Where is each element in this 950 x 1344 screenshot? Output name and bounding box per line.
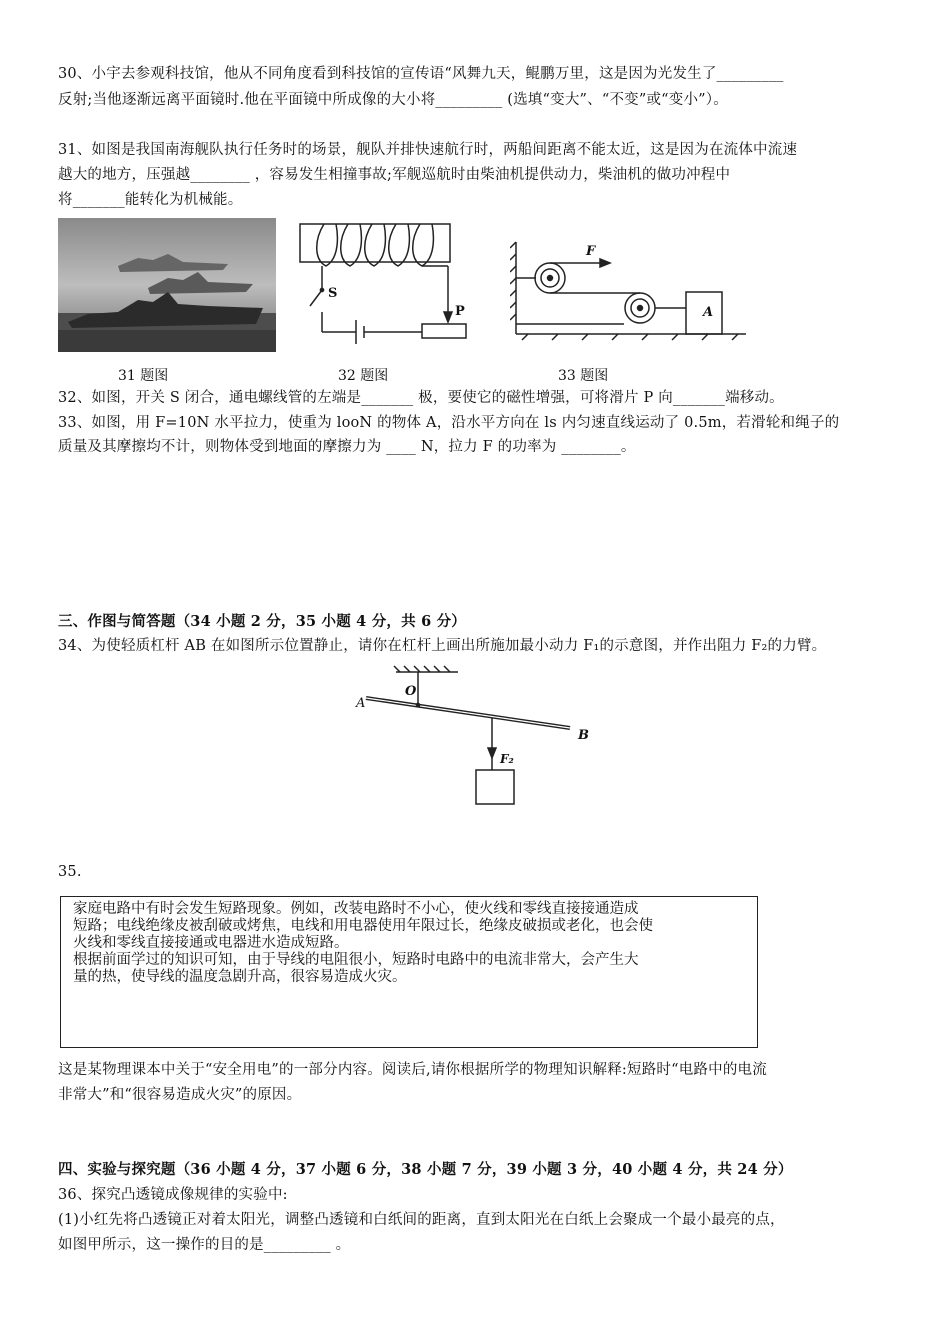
- label-A: A: [703, 305, 714, 320]
- caption-31: 31 题图: [118, 368, 169, 384]
- excerpt-line-3: 火线和零线直接接通或电器进水造成短路。: [73, 935, 349, 951]
- caption-32: 32 题图: [338, 368, 389, 384]
- excerpt-line-5: 量的热，使导线的温度急剧升高，很容易造成火灾。: [73, 969, 407, 985]
- q35-line1: 这是某物理课本中关于“安全用电”的一部分内容。阅读后,请你根据所学的物理知识解释:短路时“电路中的电流: [58, 1062, 767, 1078]
- solenoid-circuit-diagram: [296, 220, 476, 350]
- q36-part1-line1: (1)小红先将凸透镜正对着太阳光，调整凸透镜和白纸间的距离，直到太阳光在白纸上会聚成一个最小最亮的点，: [58, 1212, 785, 1228]
- warship-photo: [58, 218, 276, 352]
- label-S: S: [328, 286, 338, 301]
- section3-heading: 三、作图与简答题（34 小题 2 分，35 小题 4 分，共 6 分）: [58, 613, 467, 630]
- q30-line1: 30、小宇去参观科技馆，他从不同角度看到科技馆的宣传语“风舞九天，鲲鹏万里，这是因为光发生了_________: [58, 66, 784, 82]
- section4-heading: 四、实验与探究题（36 小题 4 分，37 小题 6 分，38 小题 7 分，39 小题 3 分，40 小题 4 分，共 24 分）: [58, 1161, 793, 1178]
- caption-33: 33 题图: [558, 368, 609, 384]
- excerpt-line-4: 根据前面学过的知识可知，由于导线的电阻很小，短路时电路中的电流非常大，会产生大: [73, 952, 639, 968]
- q33-line1: 33、如图，用 F=10N 水平拉力，使重为 looN 的物体 A，沿水平方向在 ls 内匀速直线运动了 0.5m，若滑轮和绳子的: [58, 415, 840, 431]
- q30-line2: 反射;当他逐渐远离平面镜时.他在平面镜中所成像的大小将_________ (选填“变大”、“不变”或“变小”）。: [58, 92, 728, 108]
- lever-label-A: A: [356, 696, 366, 711]
- pulley-diagram: [510, 238, 750, 346]
- q31-line3: 将_______能转化为机械能。: [58, 192, 243, 208]
- q35-line2: 非常大”和“很容易造成火灾”的原因。: [58, 1087, 302, 1103]
- excerpt-line-1: 家庭电路中有时会发生短路现象。例如，改装电路时不小心，使火线和零线直接接通造成: [73, 901, 639, 917]
- lever-label-O: O: [405, 684, 417, 699]
- textbook-excerpt-box: [60, 896, 758, 1048]
- lever-label-F2: F₂: [500, 752, 514, 766]
- q31-line1: 31、如图是我国南海舰队执行任务时的场景，舰队并排快速航行时，两船间距离不能太近，这是因为在流体中流速: [58, 142, 798, 158]
- lever-diagram: [352, 662, 592, 812]
- label-P: P: [455, 304, 465, 319]
- q31-line2: 越大的地方，压强越________ ，容易发生相撞事故;军舰巡航时由柴油机提供动力，柴油机的做功冲程中: [58, 167, 731, 183]
- q32-text: 32、如图，开关 S 闭合，通电螺线管的左端是_______ 极，要使它的磁性增强，可将滑片 P 向_______端移动。: [58, 390, 784, 406]
- q36-part1-line2: 如图甲所示，这一操作的目的是_________ 。: [58, 1237, 351, 1253]
- q35-number: 35.: [58, 864, 82, 880]
- lever-label-B: B: [578, 728, 589, 743]
- q34-text: 34、为使轻质杠杆 AB 在如图所示位置静止，请你在杠杆上画出所施加最小动力 F₁的示意图，并作出阻力 F₂的力臂。: [58, 638, 827, 654]
- excerpt-line-2: 短路；电线绝缘皮被刮破或烤焦，电线和用电器使用年限过长，绝缘皮破损或老化，也会使: [73, 918, 653, 934]
- label-F: F: [586, 244, 596, 259]
- q36-text: 36、探究凸透镜成像规律的实验中:: [58, 1187, 288, 1203]
- q33-line2: 质量及其摩擦均不计，则物体受到地面的摩擦力为 ____ N，拉力 F 的功率为 ________。: [58, 439, 636, 455]
